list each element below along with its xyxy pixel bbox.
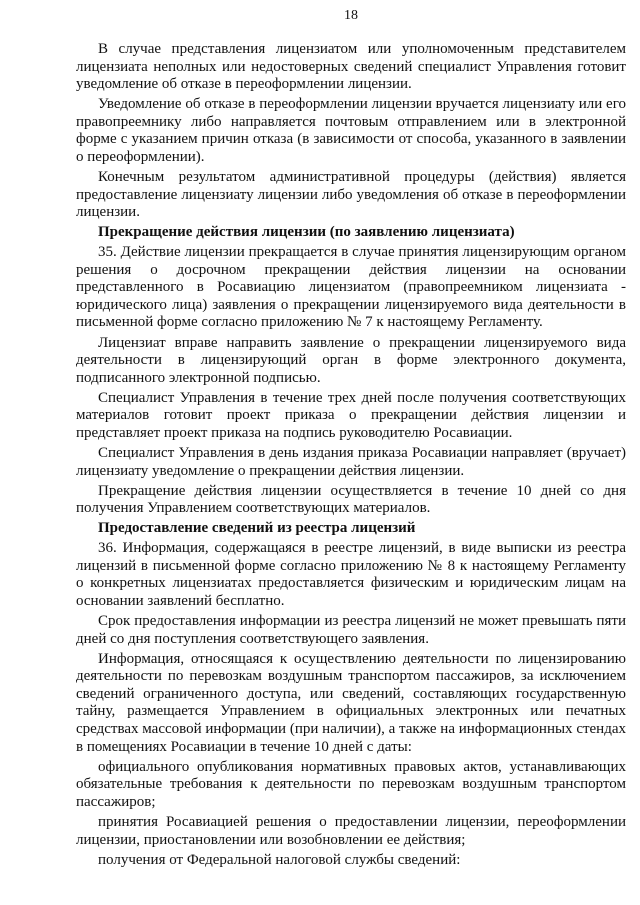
paragraph-decision-adoption: принятия Росавиацией решения о предоставлении лицензии, переоформлении лицензии, приостановлении или возобновлении ее действия; bbox=[76, 813, 626, 848]
paragraph-incomplete-info: В случае представления лицензиатом или уполномоченным представителем лицензиата неполных или недостоверных сведений специалист Управления готовит уведомление об отказе в переоформлении лицензии. bbox=[76, 41, 626, 93]
page-number: 18 bbox=[344, 8, 358, 23]
paragraph-information-publication: Информация, относящаяся к осуществлению деятельности по лицензированию деятельности по перевозкам воздушным транспортом пассажиров, за исключением сведений ограниченного доступа, или сведений, составляющих государственную тайну, размещается Управлением в официальных электронных или печатных средствах массовой информации (при наличии), а также на информационных стендах в помещениях Росавиации в течение 10 дней с даты: bbox=[76, 650, 626, 755]
paragraph-final-result: Конечным результатом административной процедуры (действия) является предоставление лицензиату лицензии либо уведомления об отказе в переоформлении лицензии. bbox=[76, 169, 626, 221]
section-heading-termination: Прекращение действия лицензии (по заявлению лицензиата) bbox=[98, 224, 515, 241]
paragraph-tax-service: получения от Федеральной налоговой службы сведений: bbox=[98, 851, 461, 868]
paragraph-draft-order: Специалист Управления в течение трех дней после получения соответствующих материалов готовит проект приказа о прекращении действия лицензии и представляет проект приказа на подпись руководителю Росавиации. bbox=[76, 389, 626, 441]
paragraph-electronic-application: Лицензиат вправе направить заявление о прекращении лицензируемого вида деятельности в лицензирующий орган в форме электронного документа, подписанного электронной подписью. bbox=[76, 334, 626, 386]
paragraph-refusal-notice: Уведомление об отказе в переоформлении лицензии вручается лицензиату или его правопреемнику либо направляется почтовым отправлением или в электронной форме с указанием причин отказа (в зависимости от способа, указанного в заявлении о переоформлении). bbox=[76, 96, 626, 166]
paragraph-registry-term: Срок предоставления информации из реестра лицензий не может превышать пяти дней со дня поступления соответствующего заявления. bbox=[76, 612, 626, 647]
paragraph-termination-term: Прекращение действия лицензии осуществляется в течение 10 дней со дня получения Управлением соответствующих материалов. bbox=[76, 482, 626, 517]
section-heading-registry: Предоставление сведений из реестра лицензий bbox=[98, 520, 416, 537]
paragraph-item-35: 35. Действие лицензии прекращается в случае принятия лицензирующим органом решения о досрочном прекращении действия лицензии на основании представленного в Росавиацию лицензиатом (правопреемником лицензиата - юридического лица) заявления о прекращении лицензируемого вида деятельности в письменной форме согласно приложению № 7 к настоящему Регламенту. bbox=[76, 244, 626, 331]
paragraph-termination-notice: Специалист Управления в день издания приказа Росавиации направляет (вручает) лицензиату уведомление о прекращении действия лицензии. bbox=[76, 445, 626, 479]
paragraph-official-publication: официального опубликования нормативных правовых актов, устанавливающих обязательные требования к деятельности по перевозкам воздушным транспортом пассажиров; bbox=[76, 758, 626, 810]
document-body bbox=[76, 41, 626, 872]
paragraph-item-36: 36. Информация, содержащаяся в реестре лицензий, в виде выписки из реестра лицензий в письменной форме согласно приложению № 8 к настоящему Регламенту о конкретных лицензиатах предоставляется физическим и юридическим лицам на основании заявлений бесплатно. bbox=[76, 540, 626, 609]
